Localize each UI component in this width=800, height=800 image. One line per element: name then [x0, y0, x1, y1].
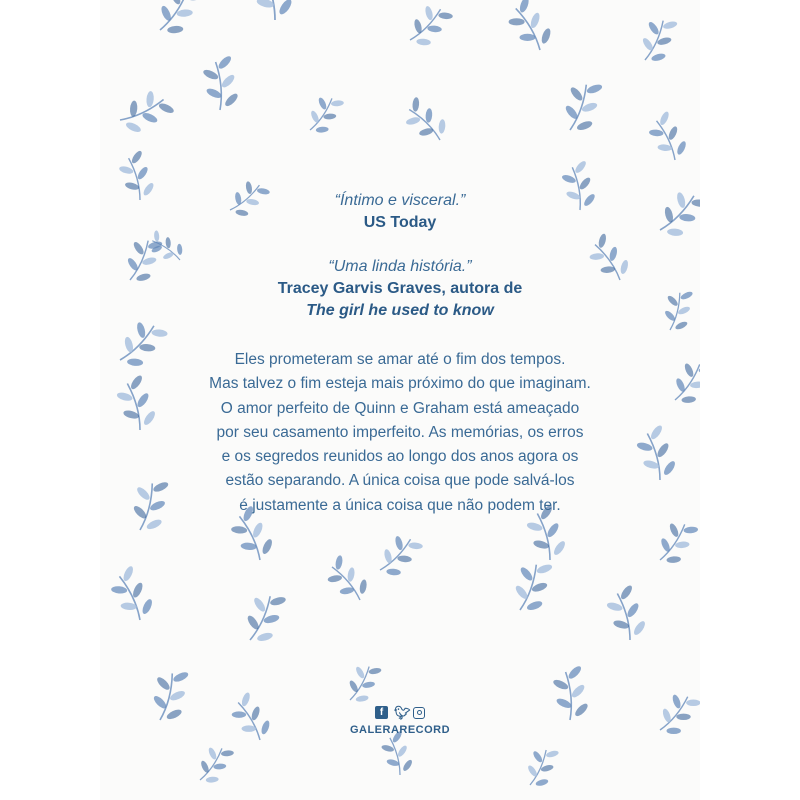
- quote-2-text: “Uma linda história.”: [328, 258, 472, 275]
- leaf-sprig: [500, 0, 558, 57]
- quote-1: [100, 190, 700, 234]
- leaf-sprig: [302, 88, 346, 138]
- leaf-sprig: [199, 54, 241, 112]
- quote-2-book-title: The girl he used to know: [306, 302, 494, 319]
- leaf-sprig: [642, 109, 692, 166]
- instagram-icon: [413, 707, 425, 719]
- leaf-sprig: [402, 0, 456, 53]
- quote-1-text: “Íntimo e visceral.”: [334, 192, 466, 209]
- leaf-sprig: [192, 738, 236, 788]
- quote-2-source: Tracey Garvis Graves, autora de: [277, 280, 523, 297]
- twitter-icon: 🐦︎: [394, 705, 411, 720]
- leaf-sprig: [114, 83, 177, 139]
- quote-1-source: US Today: [363, 214, 437, 231]
- synopsis-line: e os segredos reunidos ao longo dos anos agora os: [221, 448, 579, 466]
- book-back-cover: [100, 0, 700, 800]
- synopsis-line: por seu casamento imperfeito. As memórias, os erros: [216, 423, 584, 441]
- quote-2: [100, 256, 700, 322]
- leaf-sprig: [396, 94, 452, 148]
- leaf-sprig: [509, 555, 555, 615]
- leaf-sprig: [601, 582, 651, 644]
- leaf-sprig: [150, 0, 206, 41]
- leaf-sprig: [243, 0, 297, 24]
- leaf-sprig: [239, 586, 289, 648]
- synopsis-line: é justamente a única coisa que não podem ter.: [239, 496, 561, 514]
- synopsis-line: Eles prometeram se amar até o fim dos tempos.: [234, 351, 566, 368]
- leaf-sprig: [651, 513, 700, 570]
- synopsis: [100, 348, 700, 518]
- synopsis-line: Mas talvez o fim esteja mais próximo do que imaginam.: [209, 375, 591, 393]
- leaf-sprig: [372, 526, 426, 582]
- synopsis-line: O amor perfeito de Quinn e Graham está ameaçado: [220, 399, 580, 417]
- leaf-sprig: [342, 657, 384, 707]
- leaf-sprig: [559, 75, 605, 135]
- leaf-sprig: [521, 742, 561, 791]
- leaf-sprig: [635, 11, 680, 67]
- publisher-logo: GALERARECORD: [349, 724, 451, 736]
- leaf-sprig: [103, 563, 159, 626]
- social-icons: [375, 706, 425, 719]
- synopsis-line: estão separando. A única coisa que pode salvá-los: [225, 472, 575, 490]
- facebook-icon: f: [375, 706, 388, 719]
- leaf-sprig: [377, 729, 417, 778]
- publisher-block: [100, 702, 700, 736]
- leaf-sprig: [319, 552, 374, 607]
